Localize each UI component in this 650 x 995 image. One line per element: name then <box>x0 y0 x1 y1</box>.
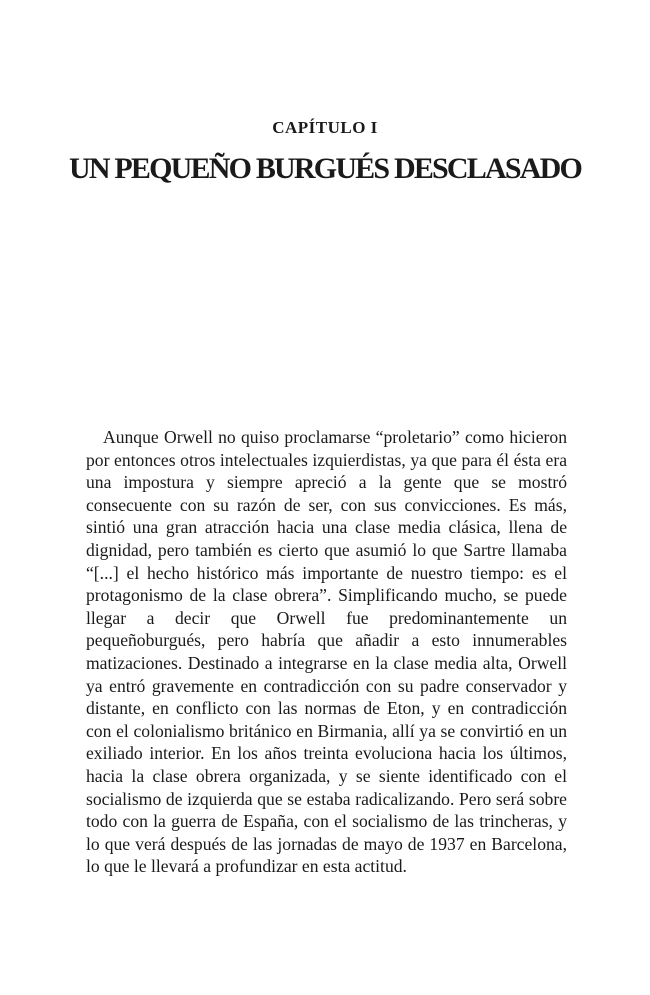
chapter-title: UN PEQUEÑO BURGUÉS DESCLASADO <box>68 152 582 185</box>
body-paragraph: Aunque Orwell no quiso proclamarse “proletario” como hicieron por entonces otros intelectuales izquierdistas, ya que para él ésta era una impostura y siempre apreció a la gente que se mostró consecuente con su razón de ser, con sus convicciones. Es más, sintió una gran atracción hacia una clase media clásica, llena de dignidad, pero también es cierto que asumió lo que Sartre llamaba “[...] el hecho histórico más importante de nuestro tiempo: es el protagonismo de la clase obrera”. Simplificando mucho, se puede llegar a decir que Orwell fue predominantemente un pequeñoburgués, pero habría que añadir a esto innumerables matizaciones. Destinado a integrarse en la clase media alta, Orwell ya entró gravemente en contradicción con su padre conservador y distante, en conflicto con las normas de Eton, y en contradicción con el colonialismo británico en Birmania, allí ya se convirtió en un exiliado interior. En los años treinta evoluciona hacia los últimos, hacia la clase obrera organizada, y se siente identificado con el socialismo de izquierda que se estaba radicalizando. Pero será sobre todo con la guerra de España, con el socialismo de las trincheras, y lo que verá después de las jornadas de mayo de 1937 en Barcelona, lo que le llevará a profundizar en esta actitud. <box>86 427 567 877</box>
chapter-number: CAPÍTULO I <box>272 118 378 137</box>
